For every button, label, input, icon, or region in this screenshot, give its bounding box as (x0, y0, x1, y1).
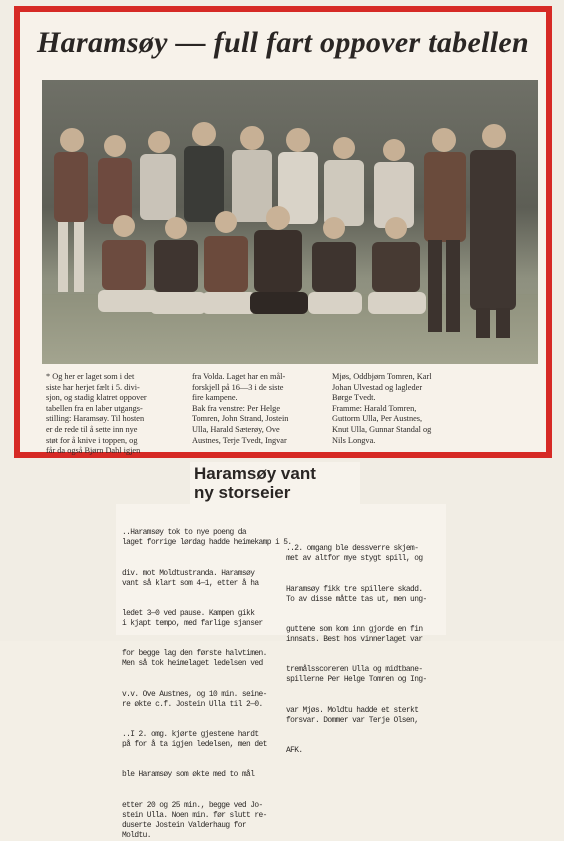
subheadline-line1: Haramsøy vant (194, 464, 316, 483)
article-line: etter 20 og 25 min., begge ved Jo- (122, 800, 263, 810)
team-photo-figures (42, 80, 538, 364)
team-photo (42, 80, 538, 364)
article-line: duserte Jostein Valderhaug for (122, 820, 247, 830)
newspaper-clipping-top (14, 6, 552, 458)
photo-caption-col2: fra Volda. Laget har en mål- forskjell på 16—3 i de siste fire kampene. Bak fra venstre: Per Helge Tomren, John Strand, Jostein Ulla, Harald Sæterøy, Ove Austnes, Terje Tvedt, Ingvar (192, 372, 289, 445)
subheadline-line2: ny storseier (194, 483, 291, 502)
article-line: Moldtu. (122, 831, 151, 840)
article-col1: ..Haramsøy tok to nye poeng da laget forrige lørdag hadde heimekamp i 5. div. mot Moldtustranda. Haramsøy vant så klart som 4—1, etter å ha ledet 3—0 ved pause. Kampen gikk i kjapt tempo, med farlige sjanser for begge lag den første halvtimen. Men så tok heimelaget ledelsen ved v.v. Ove Austnes, og 10 min. seine- re økte c.f. Jostein Ulla til 2—0. ..I 2. omg. kjørte gjestene hardt på for å ta igjen ledelsen, men det ble Haramsøy som økte med to mål etter 20 og 25 min., begge ved Jo- stein Ulla. Noen min. før slutt re- duserte Jostein Valderhaug for Moldtu. (122, 528, 292, 840)
article-line: stein Ulla. Noen min. før slutt re- (122, 810, 267, 820)
photo-caption-col1: * Og her er laget som i det siste har herjet fælt i 5. divi- sjon, og stadig klatret oppover tabellen fra en laber utgangs- stilling: Haramsøy. Til hosten er de rede til å sette inn nye støt for å knive i toppen, og får da også Bjørn Dahl igjen (46, 372, 147, 456)
newspaper-clipping-article (116, 504, 446, 840)
article-col2: ..2. omgang ble dessverre skjem- met av altfor mye stygt spill, og Haramsøy fikk tre spillere skadd. To av disse måtte tas ut, men ung- guttene som kom inn gjorde en fin innsats. Best hos vinnerlaget var tremålsscoreren Ulla og midtbane- spillerne Per Helge Tomren og Ing- var Mjøs. Moldtu hadde et sterkt forsvar. Dommer var Terje Olsen, AFK. (286, 544, 427, 756)
subheadline (190, 462, 360, 504)
photo-caption-col3: Mjøs, Oddbjørn Tomren, Karl Johan Ulvestad og lagleder Børge Tvedt. Framme: Harald Tomren, Guttorm Ulla, Per Austnes, Knut Ulla, Gunnar Standal og Nils Longva. (332, 372, 432, 445)
headline: Haramsøy — full fart oppover tabellen (37, 26, 529, 59)
